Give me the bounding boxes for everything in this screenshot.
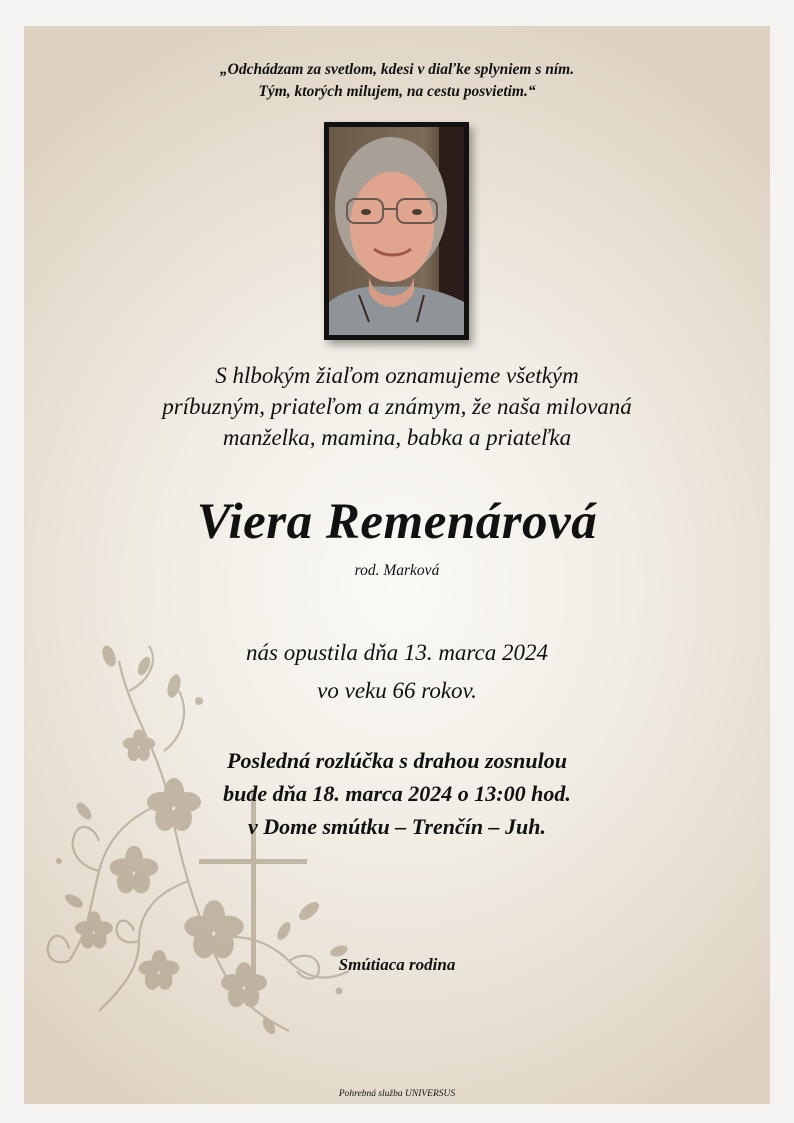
announcement-intro	[24, 360, 770, 453]
death-info	[24, 634, 770, 710]
cross-horizontal	[199, 859, 307, 864]
funeral-line-3: v Dome smútku – Trenčín – Juh.	[247, 814, 547, 839]
epitaph-line-1: „Odchádzam za svetlom, kdesi v diaľke splyniem s ním.	[219, 61, 575, 78]
intro-line-3: manželka, mamina, babka a priateľka	[222, 425, 572, 450]
intro-line-1: S hlbokým žiaľom oznamujeme všetkým	[215, 363, 579, 388]
intro-line-2: príbuzným, priateľom a známym, že naša milovaná	[162, 394, 632, 419]
funeral-service-credit: Pohrebná služba UNIVERSUS	[338, 1089, 456, 1099]
deceased-name: Viera Remenárová	[196, 494, 598, 550]
portrait-photo	[329, 127, 464, 335]
maiden-name: rod. Marková	[354, 562, 440, 579]
family-signature: Smútiaca rodina	[338, 955, 456, 974]
epitaph-quote	[24, 59, 770, 103]
funeral-line-2: bude dňa 18. marca 2024 o 13:00 hod.	[223, 781, 571, 806]
obituary-card	[24, 26, 770, 1104]
portrait-frame	[324, 122, 469, 340]
funeral-line-1: Posledná rozlúčka s drahou zosnulou	[227, 748, 567, 773]
epitaph-line-2: Tým, ktorých milujem, na cestu posvietim.“	[258, 83, 536, 100]
death-date: nás opustila dňa 13. marca 2024	[246, 640, 548, 665]
death-age: vo veku 66 rokov.	[317, 678, 477, 703]
funeral-info	[24, 744, 770, 843]
